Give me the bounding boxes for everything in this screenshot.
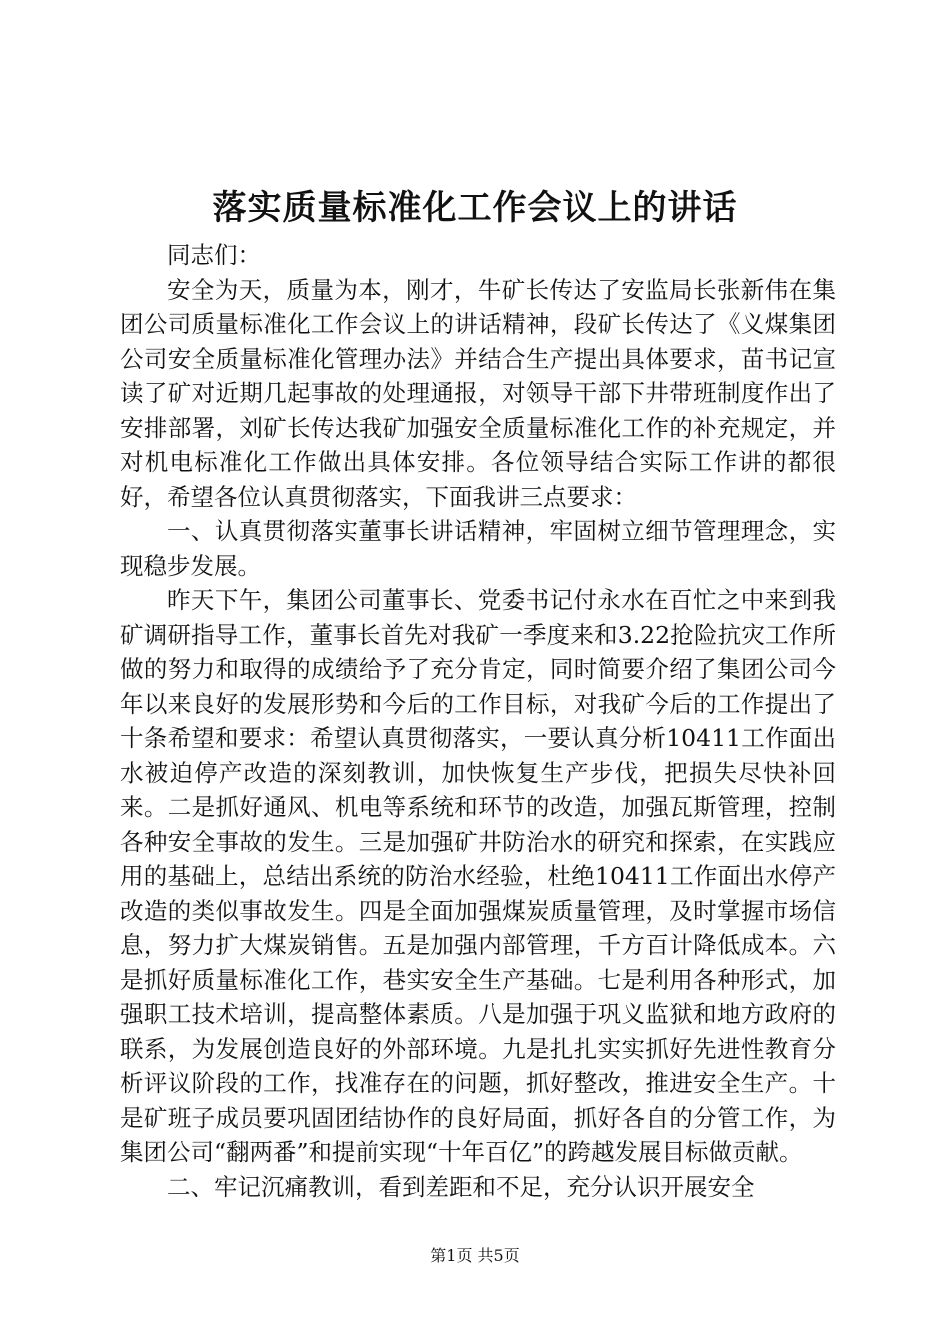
salutation-paragraph: 同志们： — [167, 241, 261, 269]
document-title: 落实质量标准化工作会议上的讲话 — [212, 188, 738, 228]
intro-paragraph: 安全为天，质量为本，刚才，牛矿长传达了安监局长张新伟在集团公司质量标准化工作会议上的讲话精神，段矿长传达了《义煤集团公司安全质量标准化管理办法》并结合生产提出具体要求，苗书记宣读了矿对近期几起事故的处理通报，对领导干部下井带班制度作出了安排部署，刘矿长传达我矿加强安全质量标准化工作的补充规定，并对机电标准化工作做出具体安排。各位领导结合实际工作讲的都很好，希望各位认真贯彻落实，下面我讲三点要求： — [120, 275, 836, 511]
page-number-footer: 第1页 共5页 — [430, 1246, 520, 1265]
section-one-heading: 一、认真贯彻落实董事长讲话精神，牢固树立细节管理理念，实现稳步发展。 — [120, 517, 836, 580]
document-body — [120, 238, 836, 1204]
section-two-heading: 二、牢记沉痛教训，看到差距和不足，充分认识开展安全 — [167, 1172, 755, 1201]
section-one-paragraph: 昨天下午，集团公司董事长、党委书记付永水在百忙之中来到我矿调研指导工作，董事长首先对我矿一季度来和3.22抢险抗灾工作所做的努力和取得的成绩给予了充分肯定，同时简要介绍了集团公司今年以来良好的发展形势和今后的工作目标，对我矿今后的工作提出了十条希望和要求：希望认真贯彻落实，一要认真分析10411工作面出水被迫停产改造的深刻教训，加快恢复生产步伐，把损失尽快补回来。二是抓好通风、机电等系统和环节的改造，加强瓦斯管理，控制各种安全事故的发生。三是加强矿井防治水的研究和探索，在实践应用的基础上，总结出系统的防治水经验，杜绝10411工作面出水停产改造的类似事故发生。四是全面加强煤炭质量管理，及时掌握市场信息，努力扩大煤炭销售。五是加强内部管理，千方百计降低成本。六是抓好质量标准化工作，巷实安全生产基础。七是利用各种形式，加强职工技术培训，提高整体素质。八是加强于巩义监狱和地方政府的联系，为发展创造良好的外部环境。九是扎扎实实抓好先进性教育分析评议阶段的工作，找准存在的问题，抓好整改，推进安全生产。十是矿班子成员要巩固团结协作的良好局面，抓好各自的分管工作，为集团公司“翻两番”和提前实现“十年百亿”的跨越发展目标做贡献。 — [120, 586, 836, 1166]
